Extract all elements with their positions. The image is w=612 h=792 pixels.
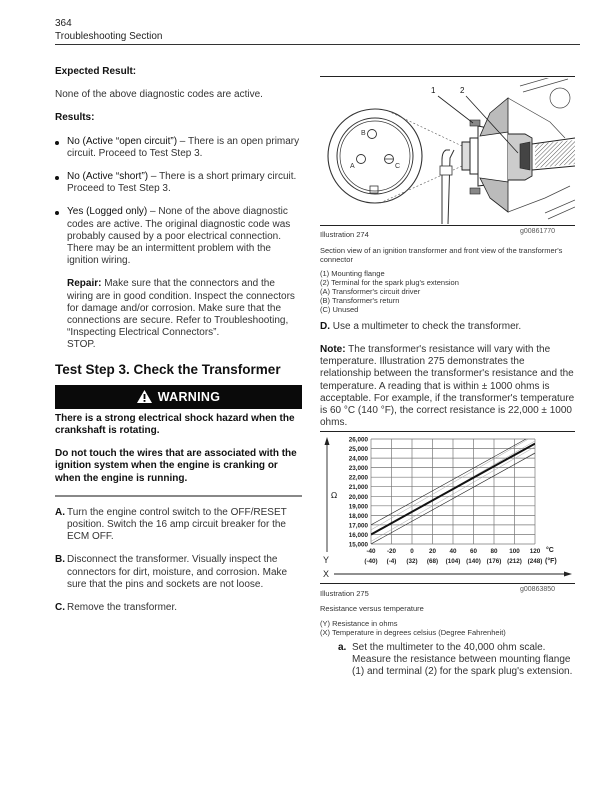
step-label: B. [55, 554, 65, 566]
y-tick: 21,000 [348, 484, 368, 492]
unit-celsius: °C [546, 547, 554, 554]
warning-banner [55, 385, 302, 409]
substep-label: a. [338, 642, 347, 653]
x-tick-c: -20 [386, 548, 397, 555]
step-c [55, 602, 302, 614]
y-tick: 25,000 [348, 446, 368, 453]
y-tick: 22,000 [348, 474, 368, 482]
result-item [55, 206, 302, 267]
illustration-275-legend [320, 619, 575, 637]
x-tick-c: 0 [410, 548, 414, 555]
y-tick: 16,000 [348, 532, 368, 539]
ignition-transformer-illustration [320, 78, 575, 224]
x-tick-c: -40 [366, 548, 376, 555]
y-tick: 19,000 [348, 503, 368, 511]
repair-paragraph [55, 278, 302, 339]
note-paragraph [320, 344, 575, 429]
result-lead: No (Active “open circuit”) [67, 135, 178, 147]
page-number: 364 [55, 18, 72, 29]
callout-c: C [395, 163, 401, 170]
result-item [55, 136, 302, 160]
x-tick-c: 100 [509, 548, 520, 555]
section-title: Troubleshooting Section [55, 31, 163, 42]
warning-label: WARNING [157, 389, 221, 404]
legend-item: (1) Mounting flange [320, 269, 385, 278]
x-tick-c: 40 [449, 548, 457, 555]
legend-item: (C) Unused [320, 305, 359, 314]
x-tick-f: (68) [426, 558, 439, 565]
note-label: Note: [320, 344, 346, 355]
illustration-274-bottom-rule [320, 225, 575, 226]
x-tick-f: (-4) [386, 558, 397, 565]
result-text: – There is a short primary circuit. Proceed to Test Step 3. [67, 171, 297, 195]
x-tick-f: (248) [527, 558, 543, 565]
callout-b: B [361, 130, 366, 137]
x-axis-letter: X [323, 569, 330, 579]
x-tick-c: 60 [469, 548, 478, 555]
illustration-275-bottom-rule [320, 583, 575, 584]
x-tick-f: (104) [445, 558, 461, 565]
step-text: Turn the engine control switch to the OFF/RESET position. Switch the 16 amp circuit breaker for the ECM OFF. [67, 506, 287, 543]
legend-item: (Y) Resistance in ohms [320, 619, 398, 628]
y-tick: 24,000 [348, 455, 368, 463]
step-a [55, 507, 302, 544]
warning-text: Do not touch the wires that are associated with the ignition system when the engine is cranking or when the engine is running. [55, 448, 297, 484]
results-heading: Results: [55, 112, 95, 124]
illustration-275-label: Illustration 275 [320, 589, 369, 598]
warning-triangle-icon [137, 390, 152, 403]
warning-divider [55, 495, 302, 497]
result-text: – There is an open primary circuit. Proceed to Test Step 3. [67, 135, 300, 159]
y-tick: 23,000 [348, 465, 368, 473]
step-text: Remove the transformer. [67, 602, 178, 614]
x-tick-f: (-40) [364, 558, 378, 565]
legend-item: (A) Transformer's circuit driver [320, 287, 421, 296]
step-label: D. [320, 321, 330, 332]
y-tick: 18,000 [348, 512, 368, 520]
substep-a [338, 642, 577, 679]
x-tick-f: (176) [486, 558, 502, 565]
x-tick-f: (212) [507, 558, 522, 565]
result-lead: No (Active “short”) [67, 171, 149, 183]
warning-text: There is a strong electrical shock hazard when the crankshaft is rotating. [55, 412, 295, 437]
y-tick: 15,000 [348, 541, 368, 549]
step-text: Disconnect the transformer. Visually inspect the connectors for dirt, moisture, and corrosion. Make sure that the pins and sockets are not loose. [67, 554, 288, 590]
illustration-274-label: Illustration 274 [320, 230, 369, 239]
y-axis-letter: Y [323, 555, 330, 565]
expected-result-heading: Expected Result: [55, 66, 137, 77]
legend-item: (X) Temperature in degrees celsius (Degree Fahrenheit) [320, 628, 506, 637]
illustration-274-caption: Section view of an ignition transformer and front view of the transformer's connector [320, 246, 563, 264]
x-tick-c: 80 [490, 548, 498, 555]
left-column [55, 66, 302, 625]
step-b [55, 554, 302, 591]
result-lead: Yes (Logged only) [67, 206, 148, 218]
step-label: C. [55, 602, 65, 614]
bullet-icon [55, 141, 59, 145]
bullet-icon [55, 211, 59, 215]
x-tick-c: 20 [428, 548, 437, 555]
expected-result-text: None of the above diagnostic codes are active. [55, 89, 263, 101]
stop-text: STOP. [67, 339, 96, 351]
repair-text: Make sure that the connectors and the wiring are in good condition. Inspect the connectors for damage and/or corrosion. Make sure that the connections are secure. Refer to Troubleshooting, “Inspecting Electrical Connectors”. [67, 278, 295, 339]
y-tick: 20,000 [348, 493, 368, 501]
y-tick: 26,000 [348, 436, 368, 444]
repair-label: Repair: [67, 278, 102, 290]
callout-a: A [350, 163, 355, 170]
illustration-274-graphic-id: g00861770 [520, 228, 556, 235]
resistance-temperature-chart [320, 432, 575, 582]
unit-fahrenheit: (°F) [545, 558, 557, 565]
header-divider [55, 44, 580, 45]
illustration-274-legend [320, 269, 570, 314]
step-label: A. [55, 506, 65, 518]
omega-symbol: Ω [331, 491, 338, 500]
legend-item: (2) Terminal for the spark plug's extension [320, 278, 459, 287]
step-text: Use a multimeter to check the transformer. [330, 321, 522, 332]
result-item [55, 171, 302, 195]
legend-item: (B) Transformer's return [320, 296, 400, 305]
illustration-274-top-rule [320, 76, 575, 77]
callout-1: 1 [431, 86, 436, 95]
illustration-275-graphic-id: g00863850 [520, 586, 556, 593]
bullet-icon [55, 176, 59, 180]
note-text: The transformer's resistance will vary with the temperature. Illustration 275 demonstrates the relationship between the transformer's resistance and the temperature. A reading that is within ± 1000 ohms is acceptable. For example, if the transformer's temperature is 60 °C (140 °F), the correct resistance is 22,000 ± 1000 ohms. [320, 344, 575, 429]
x-tick-c: 120 [529, 548, 541, 555]
x-tick-f: (140) [466, 558, 481, 565]
test-step-heading: Test Step 3. Check the Transformer [55, 361, 281, 377]
result-text: – None of the above diagnostic codes are active. The original diagnostic code was probably caused by a poor electrical connection. There may be an intermittent problem with the ignition wiring. [67, 206, 291, 267]
substep-text: Set the multimeter to the 40,000 ohm scale. Measure the resistance between mounting flange (1) and terminal (2) for the spark plug's extension. [352, 642, 573, 678]
x-tick-f: (32) [406, 558, 418, 565]
step-d [320, 321, 575, 333]
callout-2: 2 [460, 86, 465, 95]
y-tick: 17,000 [348, 522, 368, 530]
illustration-275-caption: Resistance versus temperature [320, 604, 424, 613]
